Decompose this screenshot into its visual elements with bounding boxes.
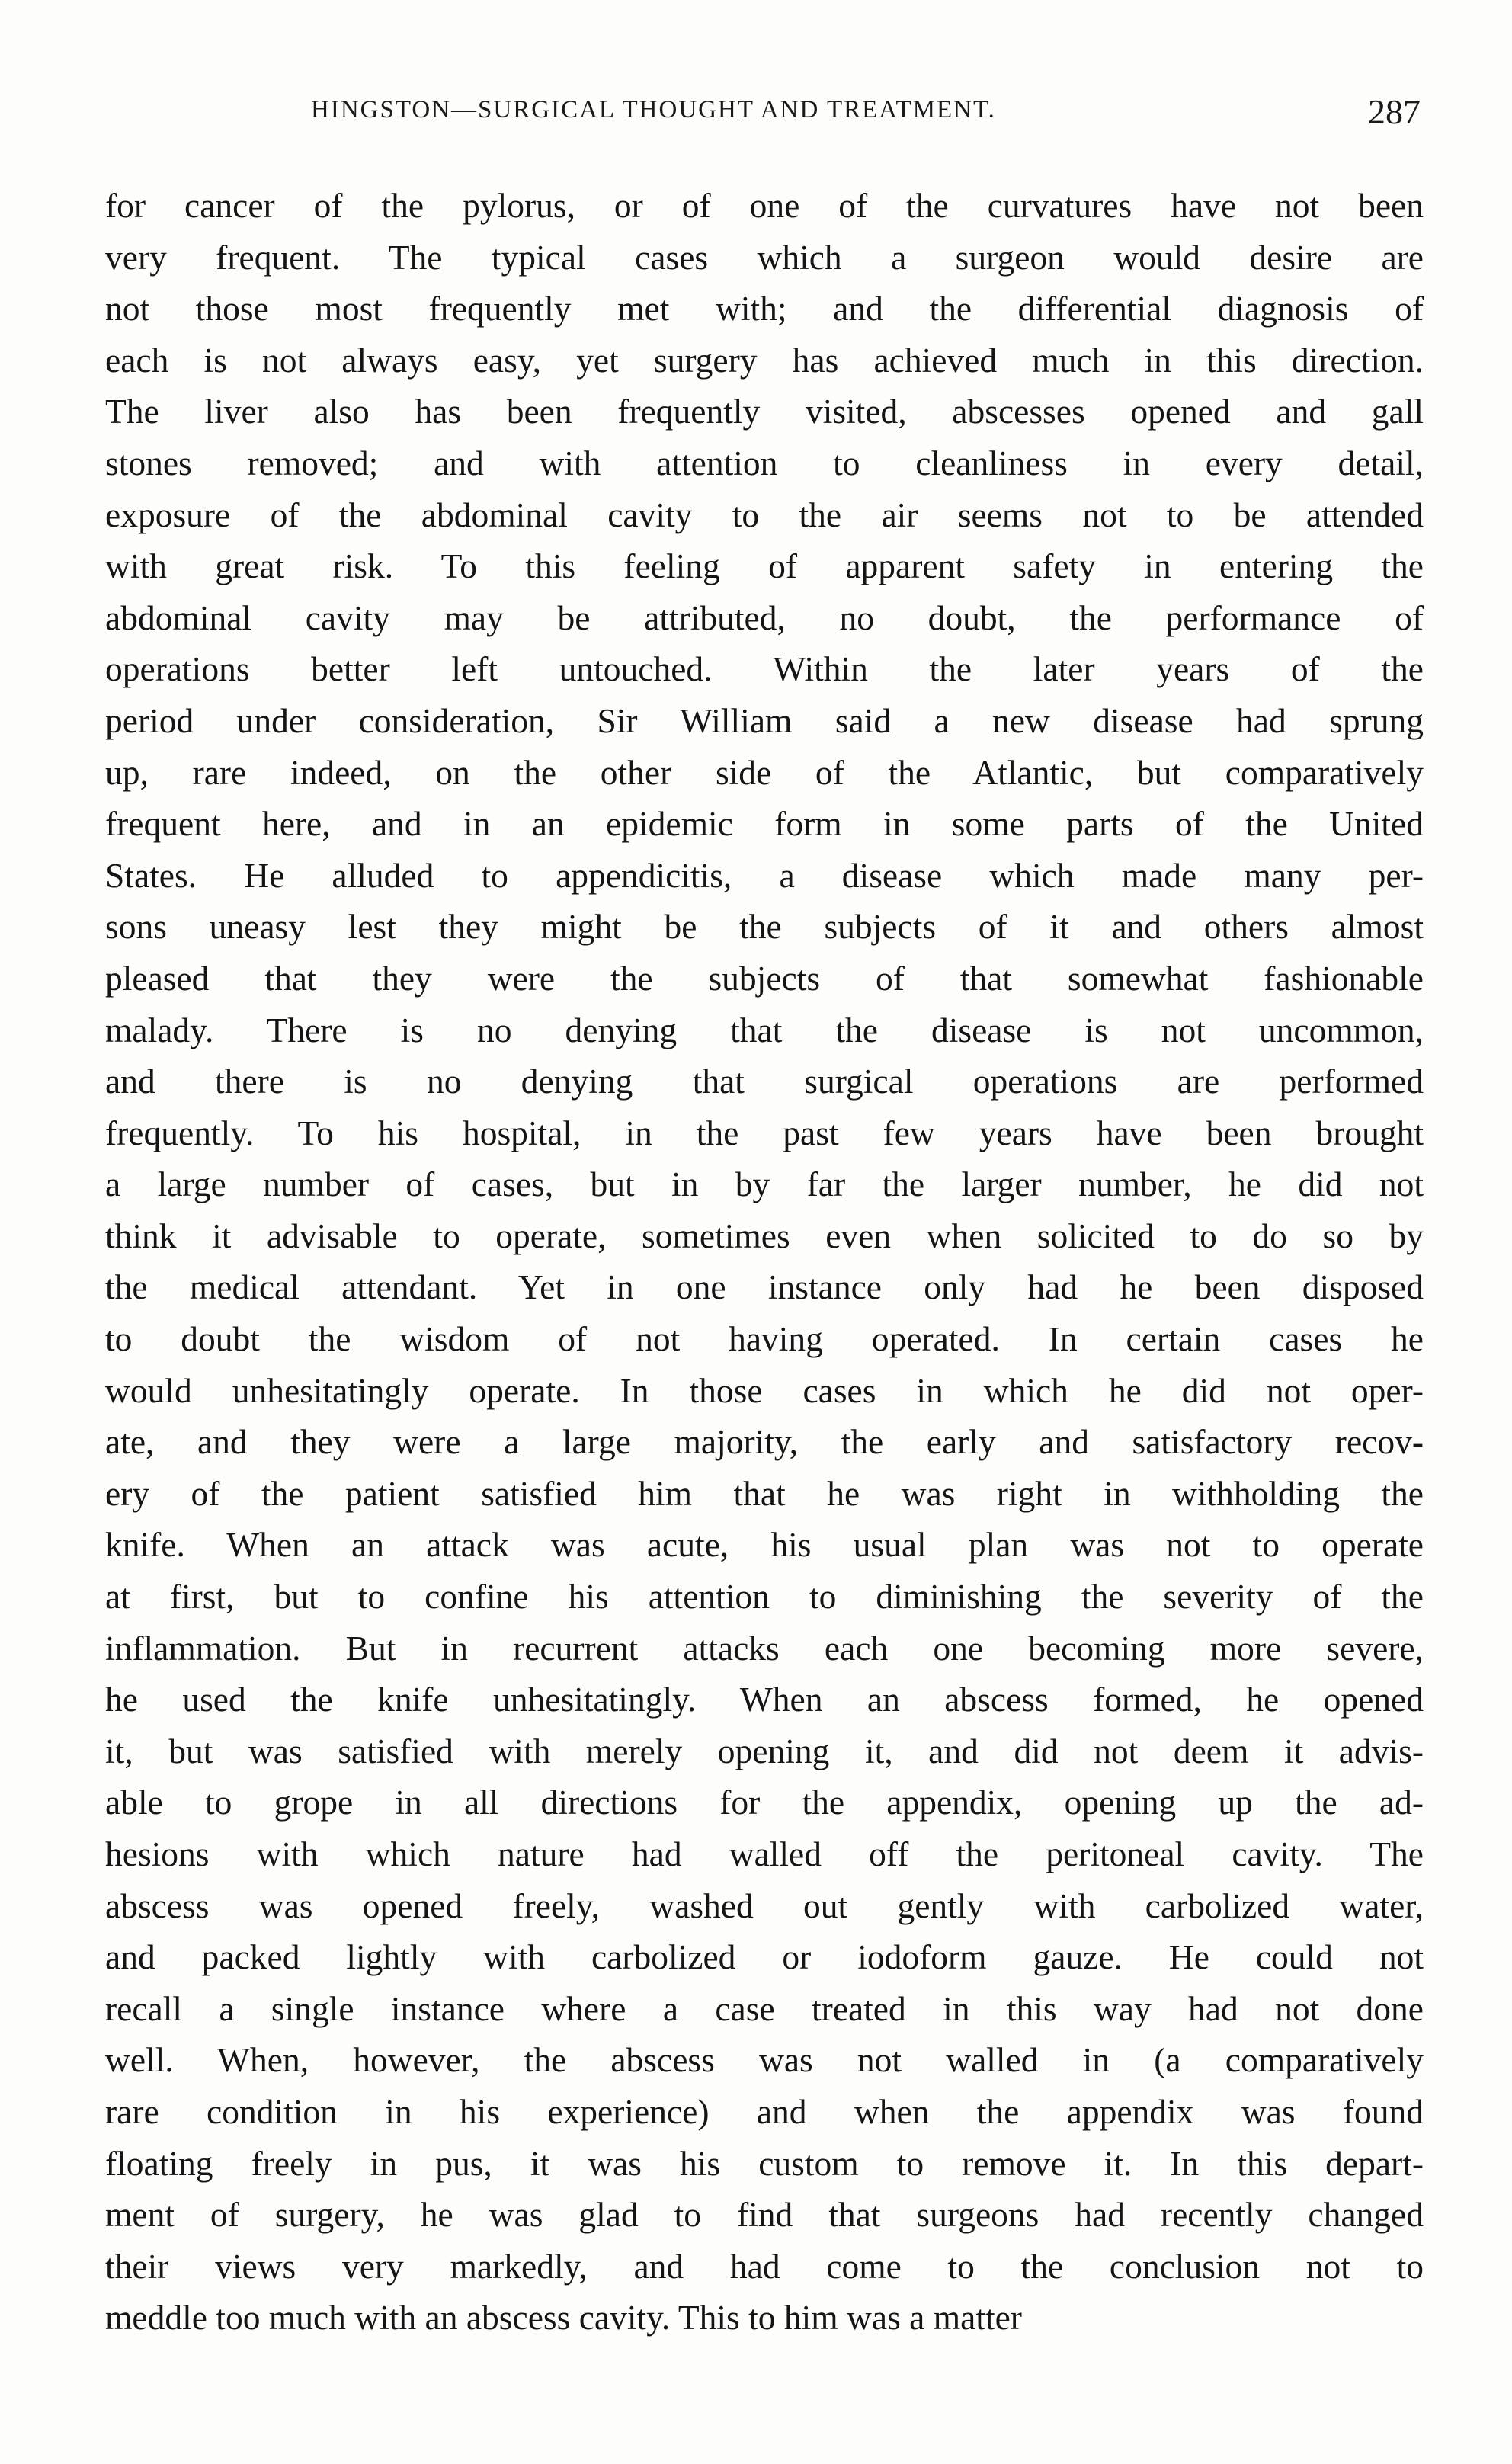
- text-line: exposure of the abdominal cavity to the air seems not to be attended: [105, 495, 1424, 534]
- text-line: inflammation. But in recurrent attacks each one becoming more severe,: [105, 1628, 1424, 1668]
- page-number: 287: [1368, 92, 1421, 131]
- text-line: not those most frequently met with; and the differential diagnosis of: [105, 289, 1424, 328]
- text-line: a large number of cases, but in by far the larger number, he did not: [105, 1165, 1424, 1204]
- text-line: it, but was satisfied with merely opening it, and did not deem it advis-: [105, 1731, 1424, 1770]
- text-line: their views very markedly, and had come to the conclusion not to: [105, 2246, 1424, 2286]
- text-line: to doubt the wisdom of not having operated. In certain cases he: [105, 1319, 1424, 1359]
- text-line: hesions with which nature had walled off the peritoneal cavity. The: [105, 1834, 1424, 1873]
- running-head: [105, 92, 1421, 142]
- text-line: States. He alluded to appendicitis, a disease which made many per-: [105, 855, 1424, 895]
- text-line: malady. There is no denying that the disease is not uncommon,: [105, 1010, 1424, 1049]
- text-line: period under consideration, Sir William said a new disease had sprung: [105, 700, 1424, 740]
- text-line: knife. When an attack was acute, his usual plan was not to operate: [105, 1525, 1424, 1565]
- text-line: able to grope in all directions for the appendix, opening up the ad-: [105, 1783, 1424, 1822]
- text-line: stones removed; and with attention to cleanliness in every detail,: [105, 443, 1424, 482]
- text-line: frequently. To his hospital, in the past few years have been brought: [105, 1113, 1424, 1152]
- text-line: and packed lightly with carbolized or iodoform gauze. He could not: [105, 1937, 1424, 1977]
- text-line: he used the knife unhesitatingly. When an abscess formed, he opened: [105, 1680, 1424, 1719]
- text-line: ery of the patient satisfied him that he was right in withholding the: [105, 1473, 1424, 1513]
- text-line: abscess was opened freely, washed out gently with carbolized water,: [105, 1886, 1424, 1925]
- text-line: think it advisable to operate, sometimes even when solicited to do so by: [105, 1216, 1424, 1255]
- text-line: meddle too much with an abscess cavity. This to him was a matter: [105, 2298, 1022, 2337]
- text-line: at first, but to confine his attention to diminishing the severity of the: [105, 1577, 1424, 1616]
- text-line: frequent here, and in an epidemic form in some parts of the United: [105, 804, 1424, 844]
- text-line: ment of surgery, he was glad to find that surgeons had recently changed: [105, 2195, 1424, 2235]
- text-line: for cancer of the pylorus, or of one of the curvatures have not been: [105, 186, 1424, 225]
- text-line: rare condition in his experience) and when the appendix was found: [105, 2091, 1424, 2131]
- text-line: recall a single instance where a case treated in this way had not done: [105, 1988, 1424, 2028]
- text-line: abdominal cavity may be attributed, no doubt, the performance of: [105, 598, 1424, 637]
- text-line: sons uneasy lest they might be the subjects of it and others almost: [105, 907, 1424, 947]
- text-line: the medical attendant. Yet in one instance only had he been disposed: [105, 1267, 1424, 1307]
- text-line: would unhesitatingly operate. In those cases in which he did not oper-: [105, 1370, 1424, 1410]
- text-line: The liver also has been frequently visited, abscesses opened and gall: [105, 392, 1424, 431]
- text-line: each is not always easy, yet surgery has achieved much in this direction.: [105, 340, 1424, 380]
- text-line: with great risk. To this feeling of apparent safety in entering the: [105, 546, 1424, 586]
- text-line: ate, and they were a large majority, the early and satisfactory recov-: [105, 1422, 1424, 1462]
- text-line: floating freely in pus, it was his custom to remove it. In this depart-: [105, 2143, 1424, 2183]
- text-line: and there is no denying that surgical operations are performed: [105, 1062, 1424, 1101]
- text-line: well. When, however, the abscess was not walled in (a comparatively: [105, 2040, 1424, 2080]
- running-title: HINGSTON—SURGICAL THOUGHT AND TREATMENT.: [311, 96, 996, 123]
- text-line: operations better left untouched. Within the later years of the: [105, 649, 1424, 689]
- text-line: very frequent. The typical cases which a surgeon would desire are: [105, 237, 1424, 277]
- body-text: [105, 180, 1424, 2344]
- text-line: up, rare indeed, on the other side of the Atlantic, but comparatively: [105, 752, 1424, 792]
- text-line: pleased that they were the subjects of that somewhat fashionable: [105, 958, 1424, 998]
